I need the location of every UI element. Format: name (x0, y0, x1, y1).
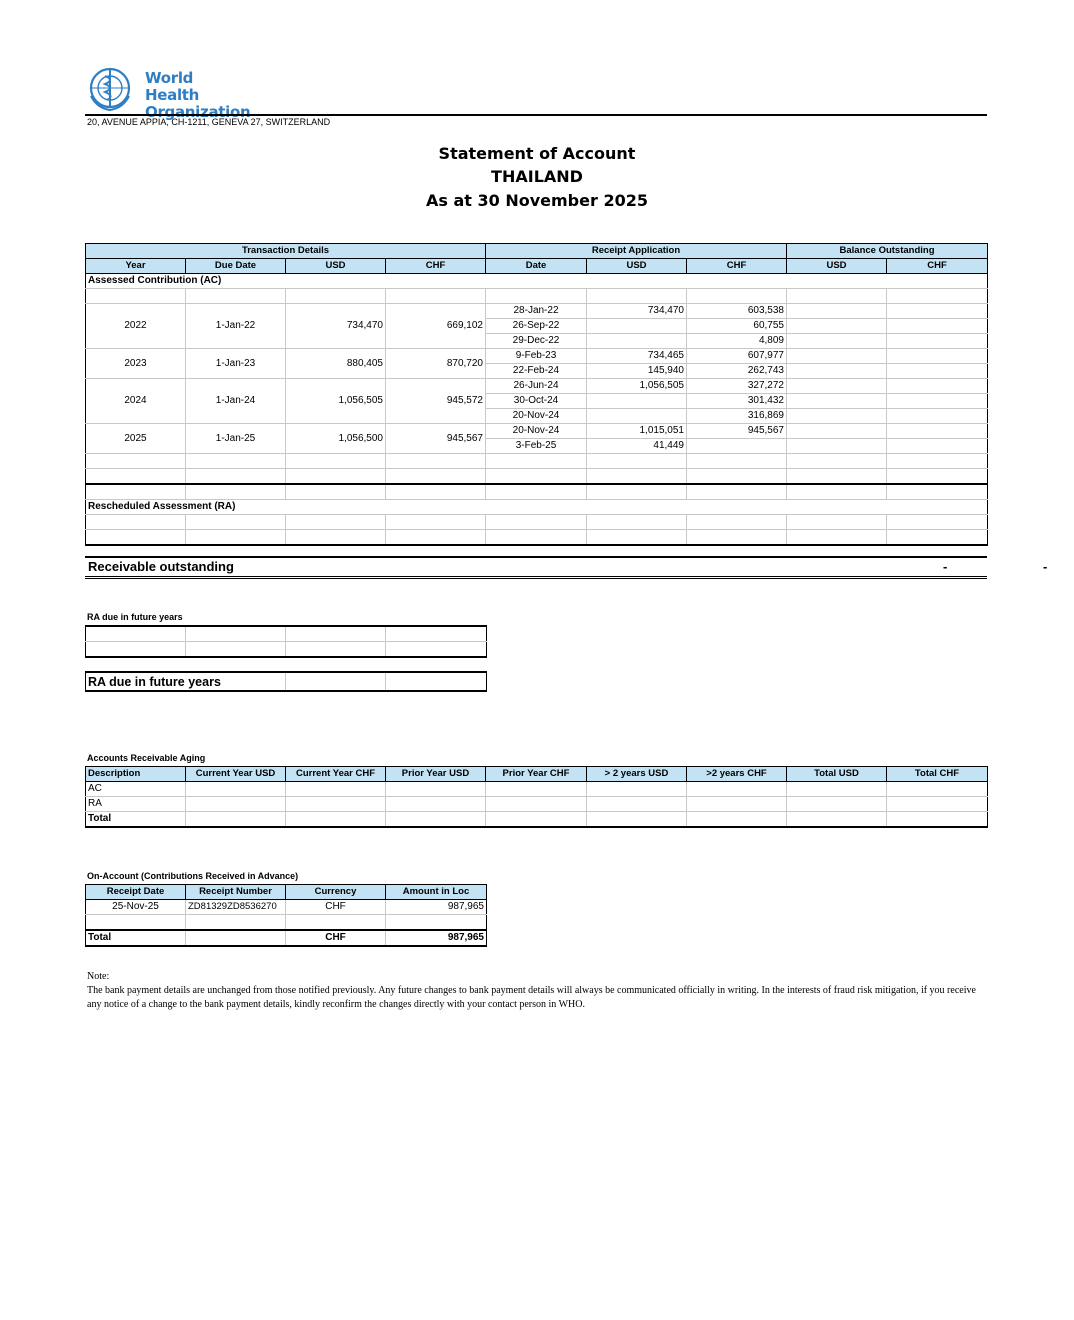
receipt-date-cell: 20-Nov-24 (486, 409, 587, 424)
table-row (86, 530, 988, 546)
on-account-receipt-date: 25-Nov-25 (86, 900, 186, 915)
table-row (86, 454, 988, 469)
header-rule (85, 114, 987, 116)
aging-header-total-chf: Total CHF (887, 767, 988, 782)
aging-header-prior-usd: Prior Year USD (386, 767, 486, 782)
table-row (86, 900, 487, 915)
year-cell: 2022 (86, 304, 186, 349)
due-date-cell: 1-Jan-24 (186, 379, 286, 424)
as-at-date: As at 30 November 2025 (426, 191, 648, 210)
receivable-outstanding-label: Receivable outstanding (88, 559, 234, 574)
on-account-currency: CHF (286, 900, 386, 915)
receipt-date-cell: 30-Oct-24 (486, 394, 587, 409)
aging-section-label: Accounts Receivable Aging (87, 753, 206, 763)
receipt-date-cell: 26-Sep-22 (486, 319, 587, 334)
receipt-usd-cell (587, 319, 687, 334)
on-account-total-amount: 987,965 (386, 930, 487, 946)
chf-cell: 945,572 (386, 379, 486, 424)
ac-section-label: Assessed Contribution (AC) (86, 274, 988, 289)
table-row (86, 304, 988, 319)
chf-cell: 669,102 (386, 304, 486, 349)
on-account-total-label: Total (86, 930, 186, 946)
receipt-chf-cell: 60,755 (687, 319, 787, 334)
on-account-header-number: Receipt Number (186, 885, 286, 900)
aging-header-current-chf: Current Year CHF (286, 767, 386, 782)
col-header-receipt-usd: USD (587, 259, 687, 274)
due-date-cell: 1-Jan-23 (186, 349, 286, 379)
receipt-date-cell: 9-Feb-23 (486, 349, 587, 364)
receipt-chf-cell: 4,809 (687, 334, 787, 349)
note-block (87, 970, 987, 1012)
receipt-usd-cell: 734,465 (587, 349, 687, 364)
usd-cell: 1,056,505 (286, 379, 386, 424)
receipt-chf-cell: 945,567 (687, 424, 787, 439)
year-cell: 2025 (86, 424, 186, 454)
receipt-date-cell: 20-Nov-24 (486, 424, 587, 439)
table-row (86, 379, 988, 394)
due-date-cell: 1-Jan-25 (186, 424, 286, 454)
receipt-usd-cell: 734,470 (587, 304, 687, 319)
statement-table (85, 243, 988, 546)
year-cell: 2024 (86, 379, 186, 424)
on-account-section-label: On-Account (Contributions Received in Advance) (87, 871, 299, 881)
year-cell: 2023 (86, 349, 186, 379)
table-row (86, 469, 988, 485)
receipt-usd-cell: 145,940 (587, 364, 687, 379)
ra-future-section-label: RA due in future years (87, 612, 183, 622)
usd-cell: 734,470 (286, 304, 386, 349)
aging-row-label: Total (86, 812, 186, 828)
receipt-usd-cell: 1,056,505 (587, 379, 687, 394)
col-header-balance-chf: CHF (887, 259, 988, 274)
receipt-usd-cell (587, 409, 687, 424)
aging-header-description: Description (86, 767, 186, 782)
col-header-date: Date (486, 259, 587, 274)
ra-section-label: Rescheduled Assessment (RA) (86, 500, 988, 515)
table-row (86, 424, 988, 439)
who-logo (85, 66, 251, 121)
table-row (86, 626, 487, 642)
col-header-chf: CHF (386, 259, 486, 274)
receipt-date-cell: 29-Dec-22 (486, 334, 587, 349)
aging-header-current-usd: Current Year USD (186, 767, 286, 782)
table-row (86, 289, 988, 304)
chf-cell: 870,720 (386, 349, 486, 379)
receipt-chf-cell (687, 439, 787, 454)
col-header-receipt-chf: CHF (687, 259, 787, 274)
receipt-usd-cell: 1,015,051 (587, 424, 687, 439)
receipt-chf-cell: 316,869 (687, 409, 787, 424)
on-account-header-date: Receipt Date (86, 885, 186, 900)
usd-cell: 880,405 (286, 349, 386, 379)
chf-cell: 945,567 (386, 424, 486, 454)
statement-title: Statement of Account (438, 144, 636, 163)
aging-header-prior-chf: Prior Year CHF (486, 767, 587, 782)
col-header-balance-usd: USD (787, 259, 887, 274)
note-heading: Note: (87, 971, 110, 982)
receivable-outstanding-usd: - (943, 559, 948, 574)
country-title: THAILAND (491, 167, 583, 186)
receipt-chf-cell: 262,743 (687, 364, 787, 379)
on-account-receipt-number: ZD81329ZD8536270 (186, 900, 286, 915)
group-header-receipt: Receipt Application (486, 244, 787, 259)
receivable-outstanding-chf: - (1043, 559, 1048, 574)
table-row (86, 930, 487, 946)
table-row (86, 812, 988, 828)
on-account-header-amount: Amount in Loc (386, 885, 487, 900)
table-row (86, 515, 988, 530)
receipt-date-cell: 26-Jun-24 (486, 379, 587, 394)
on-account-amount: 987,965 (386, 900, 487, 915)
logo-line-1: World Health (145, 69, 200, 104)
aging-header-2y-usd: > 2 years USD (587, 767, 687, 782)
receipt-usd-cell (587, 394, 687, 409)
org-address: 20, AVENUE APPIA, CH-1211, GENEVA 27, SWITZERLAND (87, 117, 331, 127)
receipt-usd-cell: 41,449 (587, 439, 687, 454)
ra-future-total-table (85, 671, 487, 692)
aging-table (85, 766, 988, 828)
receivable-outstanding-row (85, 556, 1048, 579)
logo-line-2: Organization (145, 103, 251, 121)
receipt-chf-cell: 607,977 (687, 349, 787, 364)
aging-row-label: RA (86, 797, 186, 812)
table-row (86, 484, 988, 500)
table-row (86, 915, 487, 931)
receipt-chf-cell: 327,272 (687, 379, 787, 394)
aging-row-label: AC (86, 782, 186, 797)
table-row (86, 797, 988, 812)
note-body: The bank payment details are unchanged from those notified previously. Any future changes to bank payment details will always be communicated officially in writing. In the interests of fraud risk mitigation, if you receive any notice of a change to the bank payment details, kindly reconfirm the changes directly with your contact person in WHO. (87, 985, 976, 1010)
receipt-chf-cell: 301,432 (687, 394, 787, 409)
aging-header-2y-chf: >2 years CHF (687, 767, 787, 782)
who-emblem-icon (85, 66, 143, 112)
table-row (86, 642, 487, 658)
table-row (86, 349, 988, 364)
col-header-usd: USD (286, 259, 386, 274)
receipt-date-cell: 28-Jan-22 (486, 304, 587, 319)
on-account-total-currency: CHF (286, 930, 386, 946)
aging-header-total-usd: Total USD (787, 767, 887, 782)
on-account-table (85, 884, 487, 947)
receipt-usd-cell (587, 334, 687, 349)
receipt-date-cell: 22-Feb-24 (486, 364, 587, 379)
due-date-cell: 1-Jan-22 (186, 304, 286, 349)
receipt-chf-cell: 603,538 (687, 304, 787, 319)
usd-cell: 1,056,500 (286, 424, 386, 454)
receipt-date-cell: 3-Feb-25 (486, 439, 587, 454)
on-account-header-currency: Currency (286, 885, 386, 900)
col-header-year: Year (86, 259, 186, 274)
ra-future-total-label: RA due in future years (86, 672, 286, 691)
table-row (86, 782, 988, 797)
ra-future-table (85, 625, 487, 658)
col-header-due-date: Due Date (186, 259, 286, 274)
group-header-balance: Balance Outstanding (787, 244, 988, 259)
group-header-transaction: Transaction Details (86, 244, 486, 259)
